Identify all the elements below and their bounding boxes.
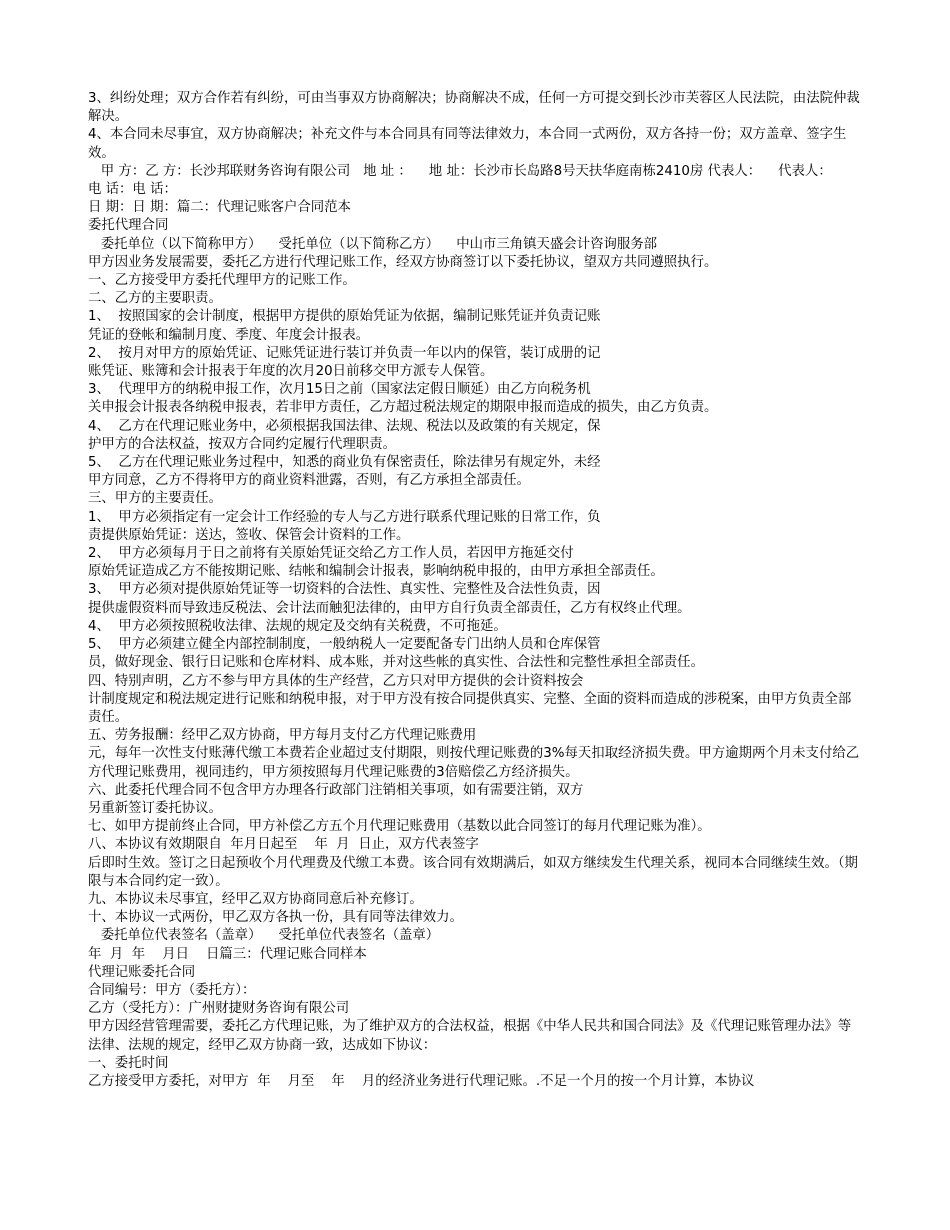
document-line: 六、此委托代理合同不包含甲方办理各行政部门注销相关事项，如有需要注销，双方 [88, 782, 584, 798]
document-line: 日 期：日 期：篇二：代理记账客户合同范本 [88, 200, 351, 216]
document-line: 3、 代理甲方的纳税申报工作，次月15日之前（国家法定假日顺延）由乙方向税务机 [88, 382, 591, 398]
document-line: 关申报会计报表各纳税申报表，若非甲方责任，乙方超过税法规定的期限申报而造成的损失，由乙方负责。 [88, 400, 718, 416]
document-line: 4、 乙方在代理记账业务中，必须根据我国法律、法规、税法以及政策的有关规定，保 [88, 418, 601, 434]
document-line: 一、委托时间 [88, 1055, 169, 1071]
document-line: 电 话：电 话： [88, 182, 177, 198]
document-line: 甲方因经营管理需要，委托乙方代理记账，为了维护双方的合法权益，根据《中华人民共和国合同法》及《代理记账管理办法》等法律、法规的规定，经甲乙双方协商一致，达成如下协议： [88, 1019, 852, 1053]
document-line: 七、如甲方提前终止合同，甲方补偿乙方五个月代理记账费用（基数以此合同签订的每月代理记账为准）。 [88, 819, 711, 835]
document-line: 十、本协议一式两份，甲乙双方各执一份，具有同等法律效力。 [88, 910, 463, 926]
document-line: 代理记账委托合同 [88, 964, 196, 980]
document-line: 5、 甲方必须建立健全内部控制制度，一般纳税人一定要配备专门出纳人员和仓库保管 [88, 637, 601, 653]
document-line: 1、 按照国家的会计制度，根据甲方提供的原始凭证为依据，编制记账凭证并负责记账 [88, 309, 601, 325]
document-line: 八、本协议有效期限自 年月日起至 年 月 日止，双方代表签字 [88, 837, 479, 853]
contract-document [88, 90, 862, 1091]
document-line: 委托代理合同 [88, 218, 169, 234]
document-line: 元，每年一次性支付账薄代缴工本费若企业超过支付期限，则按代理记账费的3%每天扣取经济损失费。甲方逾期两个月未支付给乙方代理记账费用，视同违约，甲方须按照每月代理记账费的3倍赔偿乙方经济损失。 [88, 746, 860, 780]
document-line: 甲 方：乙 方：长沙邦联财务咨询有限公司 地 址 ： 地 址：长沙市长岛路8号天扶华庭南栋2410房 代表人： 代表人： [88, 163, 832, 179]
document-line: 九、本协议未尽事宜，经甲乙双方协商同意后补充修订。 [88, 891, 423, 907]
document-line: 四、特别声明，乙方不参与甲方具体的生产经营，乙方只对甲方提供的会计资料按会 [88, 673, 584, 689]
document-line: 二、乙方的主要职责。 [88, 291, 222, 307]
document-line: 2、 按月对甲方的原始凭证、记账凭证进行装订并负责一年以内的保管，装订成册的记 [88, 345, 601, 361]
document-line: 委托单位代表签名（盖章） 受托单位代表签名（盖章） [88, 928, 440, 944]
document-line: 五、劳务报酬：经甲乙双方协商，甲方每月支付乙方代理记账费用 [88, 728, 477, 744]
document-line: 甲方因业务发展需要，委托乙方进行代理记账工作，经双方协商签订以下委托协议，望双方共同遵照执行。 [88, 254, 718, 270]
document-line: 委托单位（以下简称甲方） 受托单位（以下简称乙方） 中山市三角镇天盛会计咨询服务部 [88, 236, 658, 252]
document-line: 一、乙方接受甲方委托代理甲方的记账工作。 [88, 273, 356, 289]
document-line: 2、 甲方必须每月于日之前将有关原始凭证交给乙方工作人员，若因甲方拖延交付 [88, 546, 574, 562]
document-line: 责提供原始凭证：送达，签收、保管会计资料的工作。 [88, 527, 410, 543]
document-line: 计制度规定和税法规定进行记账和纳税申报，对于甲方没有按合同提供真实、完整、全面的资料而造成的涉税案，由甲方负责全部责任。 [88, 691, 852, 725]
document-line: 年 月 年 月日 日篇三：代理记账合同样本 [88, 946, 367, 962]
document-line: 合同编号：甲方（委托方）： [88, 982, 256, 998]
document-line: 4、 甲方必须按照税收法律、法规的规定及交纳有关税费，不可拖延。 [88, 618, 507, 634]
document-line: 后即时生效。签订之日起预收个月代理费及代缴工本费。该合同有效期满后，如双方继续发生代理关系，视同本合同继续生效。（期限与本合同约定一致）。 [88, 855, 858, 889]
document-line: 乙方（受托方）：广州财捷财务咨询有限公司 [88, 1001, 350, 1017]
document-line: 护甲方的合法权益，按双方合同约定履行代理职责。 [88, 436, 396, 452]
document-line: 乙方接受甲方委托，对甲方 年 月至 年 月的经济业务进行代理记账。.不足一个月的按一个月计算，本协议 [88, 1073, 755, 1089]
document-line: 原始凭证造成乙方不能按期记账、结帐和编制会计报表，影响纳税申报的，由甲方承担全部责任。 [88, 564, 664, 580]
document-line: 5、 乙方在代理记账业务过程中，知悉的商业负有保密责任，除法律另有规定外，未经 [88, 455, 601, 471]
document-line: 3、 甲方必须对提供原始凭证等一切资料的合法性、真实性、完整性及合法性负责，因 [88, 582, 601, 598]
document-line: 1、 甲方必须指定有一定会计工作经验的专人与乙方进行联系代理记账的日常工作，负 [88, 509, 601, 525]
document-line: 4、本合同未尽事宜，双方协商解决；补充文件与本合同具有同等法律效力，本合同一式两份，双方各持一份；双方盖章、签字生效。 [88, 127, 847, 161]
document-line: 员，做好现金、银行日记账和仓库材料、成本账，并对这些帐的真实性、合法性和完整性承担全部责任。 [88, 655, 704, 671]
document-line: 甲方同意，乙方不得将甲方的商业资料泄露，否则，有乙方承担全部责任。 [88, 473, 530, 489]
document-line: 另重新签订委托协议。 [88, 800, 222, 816]
document-line: 3、纠纷处理；双方合作若有纠纷，可由当事双方协商解决；协商解决不成，任何一方可提交到长沙市芙蓉区人民法院，由法院仲裁解决。 [88, 91, 860, 125]
document-line: 三、甲方的主要责任。 [88, 491, 222, 507]
document-line: 账凭证、账簿和会计报表于年度的次月20日前移交甲方派专人保管。 [88, 364, 494, 380]
document-line: 提供虚假资料而导致违反税法、会计法而触犯法律的，由甲方自行负责全部责任，乙方有权终止代理。 [88, 600, 691, 616]
document-line: 凭证的登帐和编制月度、季度、年度会计报表。 [88, 327, 370, 343]
